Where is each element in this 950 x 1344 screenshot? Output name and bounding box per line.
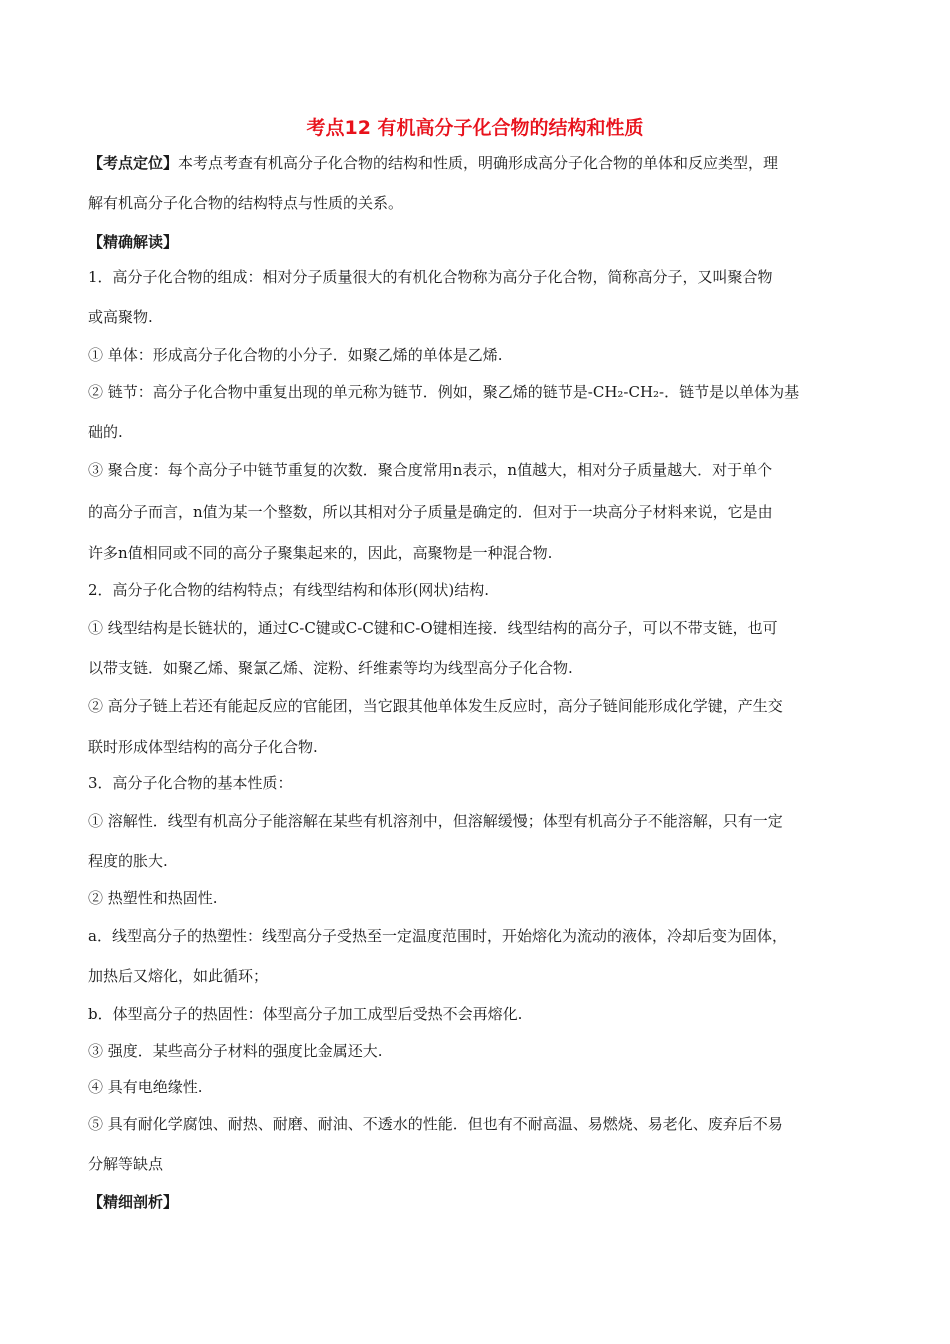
line-text: ② 链节：高分子化合物中重复出现的单元称为链节．例如，聚乙烯的链节是-CH₂-CH₂-．链节是以单体为基 [88, 383, 800, 401]
paragraph-line [88, 459, 868, 481]
line-text: 础的. [88, 423, 123, 441]
paragraph-line [88, 579, 868, 601]
paragraph-line [88, 736, 868, 758]
line-text: ③ 强度．某些高分子材料的强度比金属还大. [88, 1042, 383, 1060]
line-text: ① 线型结构是长链状的，通过C-C键或C-C键和C-O键相连接．线型结构的高分子，可以不带支链，也可 [88, 619, 778, 637]
paragraph-line [88, 306, 868, 328]
line-text: ⑤ 具有耐化学腐蚀、耐热、耐磨、耐油、不透水的性能．但也有不耐高温、易燃烧、易老化、废弃后不易 [88, 1115, 783, 1133]
line-text: 程度的胀大. [88, 852, 168, 870]
paragraph-line [88, 231, 868, 253]
section-label-jingque-jiedu: 【精确解读】 [88, 233, 179, 251]
paragraph-line [88, 1153, 868, 1175]
paragraph-line [88, 421, 868, 443]
line-text: ③ 聚合度：每个高分子中链节重复的次数．聚合度常用n表示，n值越大，相对分子质量越大．对于单个 [88, 461, 773, 479]
paragraph-line [88, 152, 868, 174]
line-text: 分解等缺点 [88, 1155, 164, 1173]
line-text: 1．高分子化合物的组成：相对分子质量很大的有机化合物称为高分子化合物，简称高分子，又叫聚合物 [88, 268, 773, 286]
paragraph-line [88, 1113, 868, 1135]
line-text: 以带支链．如聚乙烯、聚氯乙烯、淀粉、纤维素等均为线型高分子化合物. [88, 659, 573, 677]
line-text: ② 热塑性和热固性. [88, 889, 218, 907]
paragraph-line [88, 657, 868, 679]
line-text: b．体型高分子的热固性：体型高分子加工成型后受热不会再熔化. [88, 1005, 523, 1023]
paragraph-line [88, 925, 868, 947]
paragraph-line [88, 381, 868, 403]
line-text: a．线型高分子的热塑性：线型高分子受热至一定温度范围时，开始熔化为流动的液体，冷却后变为固体， [88, 927, 787, 945]
line-text: 联时形成体型结构的高分子化合物. [88, 738, 318, 756]
line-text: ① 单体：形成高分子化合物的小分子．如聚乙烯的单体是乙烯. [88, 346, 503, 364]
line-text: 许多n值相同或不同的高分子聚集起来的，因此，高聚物是一种混合物. [88, 544, 553, 562]
paragraph-line [88, 266, 868, 288]
paragraph-line [88, 772, 868, 794]
line-text: 本考点考查有机高分子化合物的结构和性质，明确形成高分子化合物的单体和反应类型，理 [178, 154, 779, 172]
paragraph-line [88, 617, 868, 639]
line-text: ② 高分子链上若还有能起反应的官能团，当它跟其他单体发生反应时，高分子链间能形成化学键，产生交 [88, 697, 783, 715]
paragraph-line [88, 1191, 868, 1213]
paragraph-line [88, 850, 868, 872]
paragraph-line [88, 501, 868, 523]
paragraph-line [88, 1040, 868, 1062]
paragraph-line [88, 695, 868, 717]
paragraph-line [88, 965, 868, 987]
paragraph-line [88, 887, 868, 909]
paragraph-line [88, 542, 868, 564]
section-label-kaodian-dingwei: 【考点定位】 [88, 154, 179, 172]
paragraph-line [88, 192, 868, 214]
section-label-jingxi-pouxi: 【精细剖析】 [88, 1193, 179, 1211]
line-text: ④ 具有电绝缘性. [88, 1078, 203, 1096]
page-title: 考点12 有机高分子化合物的结构和性质 [306, 117, 644, 139]
paragraph-line [88, 1076, 868, 1098]
line-text: 加热后又熔化，如此循环； [88, 967, 269, 985]
line-text: 3．高分子化合物的基本性质： [88, 774, 293, 792]
line-text: 解有机高分子化合物的结构特点与性质的关系。 [88, 194, 404, 212]
paragraph-line [88, 1003, 868, 1025]
line-text: 2．高分子化合物的结构特点；有线型结构和体形(网状)结构. [88, 581, 490, 599]
line-text: 的高分子而言，n值为某一个整数，所以其相对分子质量是确定的．但对于一块高分子材料来说，它是由 [88, 503, 773, 521]
paragraph-line [88, 344, 868, 366]
line-text: 或高聚物. [88, 308, 153, 326]
paragraph-line [88, 810, 868, 832]
line-text: ① 溶解性．线型有机高分子能溶解在某些有机溶剂中，但溶解缓慢；体型有机高分子不能溶解，只有一定 [88, 812, 783, 830]
